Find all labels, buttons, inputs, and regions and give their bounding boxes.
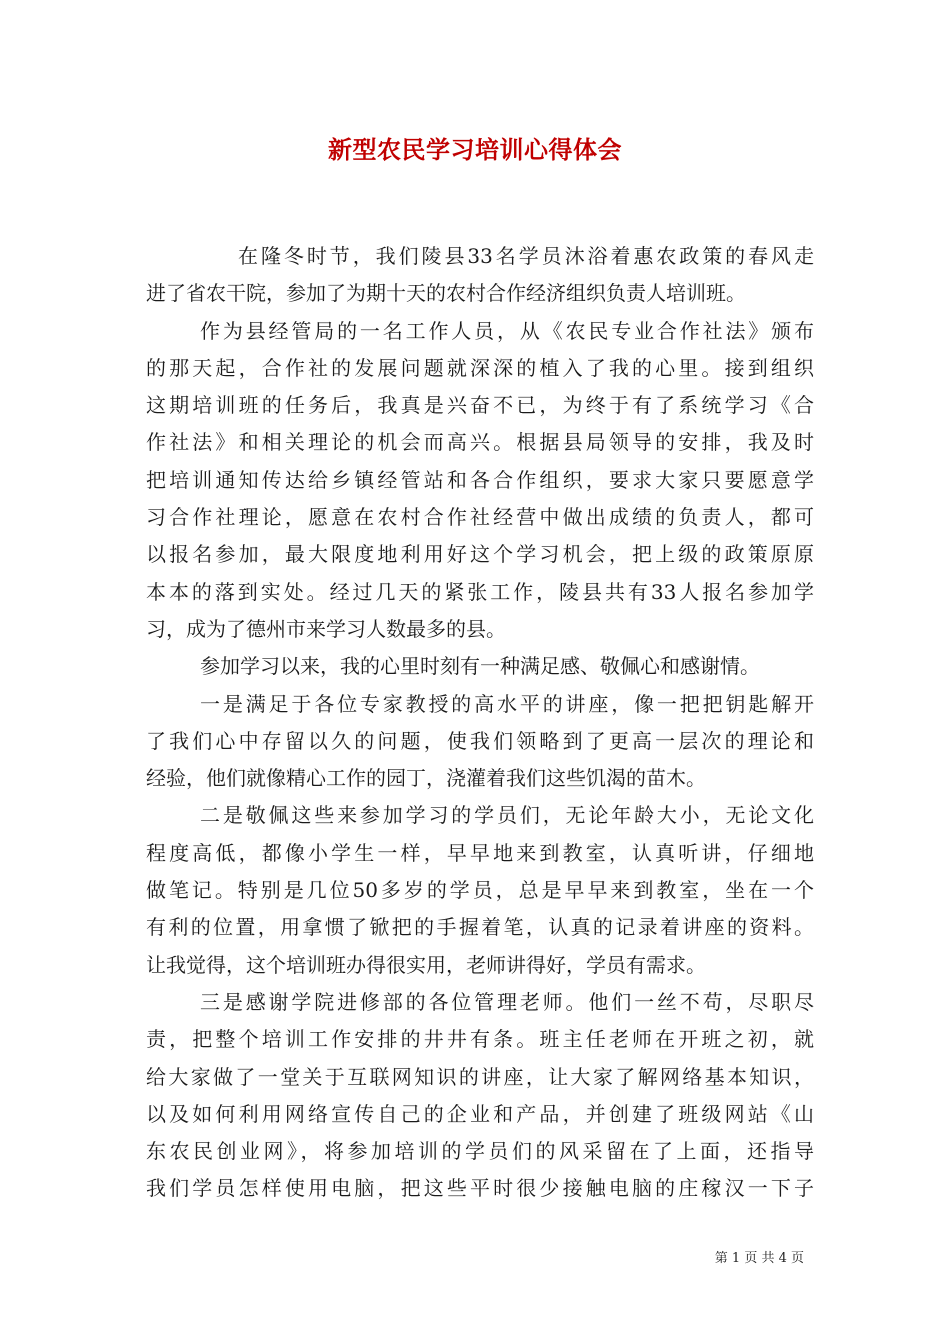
page-number: 第 1 页 共 4 页 bbox=[714, 1251, 804, 1266]
document-body bbox=[146, 238, 814, 1208]
text-line: 以报名参加，最大限度地利用好这个学习机会，把上级的政策原原 bbox=[146, 542, 814, 567]
text-line: 给大家做了一堂关于互联网知识的讲座，让大家了解网络基本知识， bbox=[146, 1064, 814, 1089]
text-line: 以及如何利用网络宣传自己的企业和产品，并创建了班级网站《山 bbox=[146, 1101, 814, 1126]
text-line: 一是满足于各位专家教授的高水平的讲座，像一把把钥匙解开 bbox=[200, 691, 814, 716]
text-line: 三是感谢学院进修部的各位管理老师。他们一丝不苟，尽职尽 bbox=[200, 989, 814, 1014]
page-title: 新型农民学习培训心得体会 bbox=[328, 136, 622, 164]
text-line: 参加学习以来，我的心里时刻有一种满足感、敬佩心和感谢情。 bbox=[200, 654, 760, 679]
text-line: 东农民创业网》，将参加培训的学员们的风采留在了上面，还指导 bbox=[146, 1139, 814, 1164]
text-line: 习，成为了德州市来学习人数最多的县。 bbox=[146, 616, 506, 641]
text-line: 在隆冬时节，我们陵县33名学员沐浴着惠农政策的春风走 bbox=[238, 244, 814, 268]
text-line: 经验，他们就像精心工作的园丁，浇灌着我们这些饥渴的苗木。 bbox=[146, 766, 706, 791]
text-line: 习合作社理论，愿意在农村合作社经营中做出成绩的负责人，都可 bbox=[146, 505, 814, 530]
text-line: 把培训通知传达给乡镇经管站和各合作组织，要求大家只要愿意学 bbox=[146, 467, 814, 492]
text-line: 二是敬佩这些来参加学习的学员们，无论年龄大小，无论文化 bbox=[200, 803, 814, 828]
text-line: 本本的落到实处。经过几天的紧张工作，陵县共有33人报名参加学 bbox=[146, 579, 814, 604]
text-line: 这期培训班的任务后，我真是兴奋不已，为终于有了系统学习《合 bbox=[146, 393, 814, 418]
text-line: 我们学员怎样使用电脑，把这些平时很少接触电脑的庄稼汉一下子 bbox=[146, 1176, 814, 1201]
text-line: 责，把整个培训工作安排的井井有条。班主任老师在开班之初，就 bbox=[146, 1027, 814, 1052]
text-line: 作为县经管局的一名工作人员，从《农民专业合作社法》颁布 bbox=[200, 318, 814, 343]
text-line: 的那天起，合作社的发展问题就深深的植入了我的心里。接到组织 bbox=[146, 355, 814, 380]
text-line: 有利的位置，用拿惯了锨把的手握着笔，认真的记录着讲座的资料。 bbox=[146, 915, 814, 940]
text-line: 进了省农干院，参加了为期十天的农村合作经济组织负责人培训班。 bbox=[146, 281, 746, 306]
text-line: 做笔记。特别是几位50多岁的学员，总是早早来到教室，坐在一个 bbox=[146, 878, 814, 903]
text-line: 了我们心中存留以久的问题，使我们领略到了更高一层次的理论和 bbox=[146, 728, 814, 753]
text-line: 作社法》和相关理论的机会而高兴。根据县局领导的安排，我及时 bbox=[146, 430, 814, 455]
text-line: 让我觉得，这个培训班办得很实用，老师讲得好，学员有需求。 bbox=[146, 952, 706, 977]
text-line: 程度高低，都像小学生一样，早早地来到教室，认真听讲，仔细地 bbox=[146, 840, 814, 865]
